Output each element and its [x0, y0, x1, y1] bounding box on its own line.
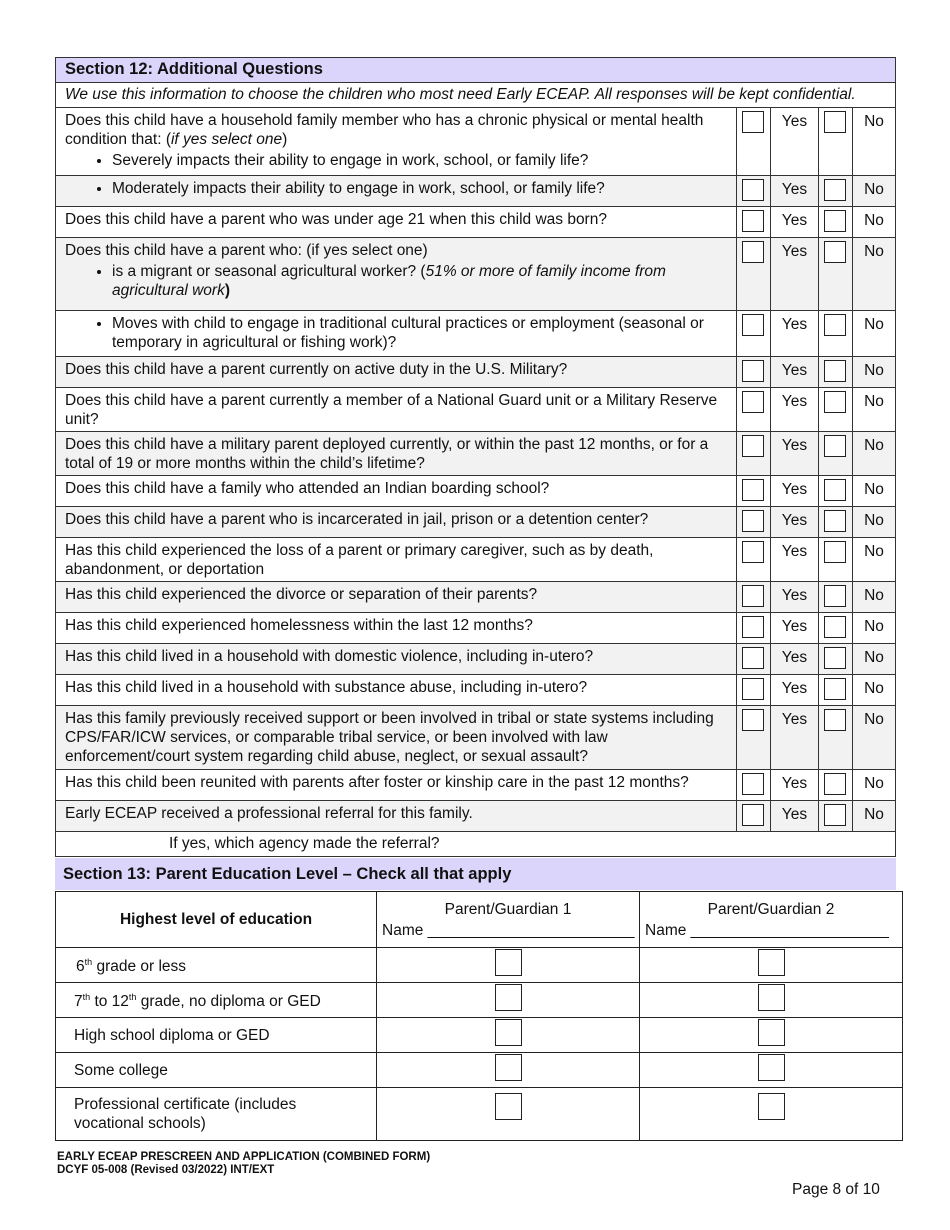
parent-1-checkbox[interactable] — [495, 984, 522, 1011]
question-text-italic: if yes select one — [170, 131, 283, 148]
question-row — [56, 770, 896, 801]
no-checkbox[interactable] — [824, 804, 846, 826]
yes-label: Yes — [770, 770, 818, 801]
question-text: Has this child experienced the divorce or separation of their parents? — [56, 582, 737, 613]
yes-checkbox[interactable] — [742, 391, 764, 413]
no-checkbox[interactable] — [824, 210, 846, 232]
no-label: No — [852, 432, 895, 476]
education-level: High school diploma or GED — [56, 1018, 377, 1053]
no-label: No — [852, 582, 895, 613]
question-text: Early ECEAP received a professional referral for this family. — [56, 801, 737, 832]
question-row — [56, 176, 896, 207]
no-checkbox[interactable] — [824, 111, 846, 133]
yes-label: Yes — [770, 507, 818, 538]
education-level: 7th to 12th grade, no diploma or GED — [56, 983, 377, 1018]
sub-option: • Moves with child to engage in traditional cultural practices or employment (seasonal or temporary in agricultural or fishing work)? — [112, 314, 728, 352]
yes-label: Yes — [770, 476, 818, 507]
education-column-header: Highest level of education — [56, 892, 377, 948]
parent-guardian-1-header: Parent/Guardian 1 — [444, 900, 572, 918]
form-title: EARLY ECEAP PRESCREEN AND APPLICATION (COMBINED FORM) — [57, 1151, 431, 1163]
no-checkbox[interactable] — [824, 479, 846, 501]
no-checkbox[interactable] — [824, 360, 846, 382]
parent-1-name-field[interactable]: Name ________________________ — [382, 921, 635, 939]
yes-label: Yes — [770, 582, 818, 613]
sub-option-italic: 51% or more of family income from agricultural work — [112, 263, 666, 299]
no-label: No — [852, 770, 895, 801]
form-footer — [57, 1151, 430, 1177]
no-label: No — [852, 801, 895, 832]
sub-option: • Severely impacts their ability to engage in work, school, or family life? — [112, 151, 728, 170]
yes-checkbox[interactable] — [742, 709, 764, 731]
yes-checkbox[interactable] — [742, 541, 764, 563]
yes-label: Yes — [770, 238, 818, 311]
question-row — [56, 675, 896, 706]
sub-option-end: ) — [224, 282, 231, 299]
parent-1-checkbox[interactable] — [495, 1093, 522, 1120]
question-row — [56, 388, 896, 432]
yes-checkbox[interactable] — [742, 360, 764, 382]
yes-checkbox[interactable] — [742, 241, 764, 263]
parent-1-checkbox[interactable] — [495, 1019, 522, 1046]
yes-label: Yes — [770, 675, 818, 706]
question-text: Does this child have a parent who was under age 21 when this child was born? — [56, 207, 737, 238]
no-checkbox[interactable] — [824, 179, 846, 201]
yes-label: Yes — [770, 538, 818, 582]
education-row — [56, 1088, 903, 1141]
question-row — [56, 476, 896, 507]
question-row — [56, 357, 896, 388]
education-row — [56, 983, 903, 1018]
form-id: DCYF 05-008 (Revised 03/2022) INT/EXT — [57, 1164, 275, 1176]
sub-option-text: is a migrant or seasonal agricultural worker? ( — [112, 263, 426, 280]
parent-2-checkbox[interactable] — [758, 1093, 785, 1120]
no-label: No — [852, 108, 895, 176]
no-checkbox[interactable] — [824, 510, 846, 532]
yes-label: Yes — [770, 207, 818, 238]
no-label: No — [852, 644, 895, 675]
question-row — [56, 582, 896, 613]
yes-checkbox[interactable] — [742, 179, 764, 201]
no-label: No — [852, 311, 895, 357]
education-row — [56, 948, 903, 983]
no-label: No — [852, 538, 895, 582]
question-text: Does this child have a parent who is incarcerated in jail, prison or a detention center? — [56, 507, 737, 538]
question-text: Does this child have a parent currently a member of a National Guard unit or a Military Reserve unit? — [56, 388, 737, 432]
question-row — [56, 507, 896, 538]
yes-label: Yes — [770, 706, 818, 770]
no-checkbox[interactable] — [824, 435, 846, 457]
no-checkbox[interactable] — [824, 314, 846, 336]
yes-checkbox[interactable] — [742, 678, 764, 700]
no-checkbox[interactable] — [824, 678, 846, 700]
yes-label: Yes — [770, 108, 818, 176]
no-checkbox[interactable] — [824, 391, 846, 413]
question-row — [56, 706, 896, 770]
yes-checkbox[interactable] — [742, 804, 764, 826]
education-row — [56, 1053, 903, 1088]
parent-guardian-2-header: Parent/Guardian 2 — [707, 900, 835, 918]
no-label: No — [852, 388, 895, 432]
no-label: No — [852, 507, 895, 538]
section-12-table — [55, 57, 896, 857]
yes-label: Yes — [770, 357, 818, 388]
question-text: Has this child experienced the loss of a parent or primary caregiver, such as by death, abandonment, or deportation — [56, 538, 737, 582]
question-row — [56, 108, 896, 176]
yes-label: Yes — [770, 801, 818, 832]
yes-label: Yes — [770, 388, 818, 432]
no-label: No — [852, 357, 895, 388]
education-level: Some college — [56, 1053, 377, 1088]
parent-1-checkbox[interactable] — [495, 949, 522, 976]
yes-label: Yes — [770, 311, 818, 357]
sub-option: • Moderately impacts their ability to engage in work, school, or family life? — [112, 179, 728, 198]
question-text: Does this child have a household family member who has a chronic physical or mental health condition that: ( — [65, 112, 704, 148]
education-row — [56, 1018, 903, 1053]
question-row — [56, 207, 896, 238]
yes-checkbox[interactable] — [742, 435, 764, 457]
question-text: Has this family previously received support or been involved in tribal or state systems including CPS/FAR/ICW services, or comparable tribal service, or been involved with law enforcement/court system regarding child abuse, neglect, or sexual assault? — [56, 706, 737, 770]
yes-label: Yes — [770, 176, 818, 207]
yes-checkbox[interactable] — [742, 510, 764, 532]
yes-checkbox[interactable] — [742, 479, 764, 501]
parent-2-checkbox[interactable] — [758, 1054, 785, 1081]
parent-1-checkbox[interactable] — [495, 1054, 522, 1081]
parent-2-checkbox[interactable] — [758, 984, 785, 1011]
question-text-end: ) — [282, 131, 288, 148]
section-12-title: Section 12: Additional Questions — [56, 58, 896, 83]
no-label: No — [852, 675, 895, 706]
yes-checkbox[interactable] — [742, 111, 764, 133]
yes-checkbox[interactable] — [742, 210, 764, 232]
parent-2-name-field[interactable]: Name _______________________ — [645, 921, 889, 939]
no-label: No — [852, 207, 895, 238]
question-row — [56, 311, 896, 357]
no-label: No — [852, 613, 895, 644]
yes-checkbox[interactable] — [742, 314, 764, 336]
question-row — [56, 238, 896, 311]
education-level: 6th grade or less — [56, 948, 377, 983]
yes-checkbox[interactable] — [742, 585, 764, 607]
education-table — [55, 891, 903, 1141]
parent-2-checkbox[interactable] — [758, 949, 785, 976]
question-row — [56, 432, 896, 476]
question-row — [56, 538, 896, 582]
yes-checkbox[interactable] — [742, 773, 764, 795]
yes-checkbox[interactable] — [742, 616, 764, 638]
no-label: No — [852, 706, 895, 770]
question-row — [56, 801, 896, 832]
yes-label: Yes — [770, 613, 818, 644]
question-text: Has this child experienced homelessness within the last 12 months? — [56, 613, 737, 644]
no-label: No — [852, 238, 895, 311]
question-text: Has this child lived in a household with substance abuse, including in-utero? — [56, 675, 737, 706]
question-text: Does this child have a family who attended an Indian boarding school? — [56, 476, 737, 507]
question-row — [56, 644, 896, 675]
parent-2-checkbox[interactable] — [758, 1019, 785, 1046]
no-checkbox[interactable] — [824, 647, 846, 669]
no-checkbox[interactable] — [824, 709, 846, 731]
sub-option — [112, 262, 728, 300]
no-checkbox[interactable] — [824, 541, 846, 563]
page-number: Page 8 of 10 — [792, 1181, 880, 1198]
question-text: Has this child been reunited with parents after foster or kinship care in the past 12 months? — [56, 770, 737, 801]
question-text: Does this child have a parent who: (if yes select one) — [65, 242, 428, 259]
question-text: Does this child have a parent currently on active duty in the U.S. Military? — [56, 357, 737, 388]
no-checkbox[interactable] — [824, 773, 846, 795]
yes-label: Yes — [770, 644, 818, 675]
no-checkbox[interactable] — [824, 616, 846, 638]
no-label: No — [852, 476, 895, 507]
yes-label: Yes — [770, 432, 818, 476]
question-text: Does this child have a military parent deployed currently, or within the past 12 months, or for a total of 19 or more months within the child’s lifetime? — [56, 432, 737, 476]
education-level: Professional certificate (includes vocational schools) — [56, 1088, 377, 1141]
section-13-title: Section 13: Parent Education Level – Check all that apply — [55, 858, 896, 890]
referral-agency-prompt: If yes, which agency made the referral? — [56, 832, 896, 857]
no-checkbox[interactable] — [824, 585, 846, 607]
question-row — [56, 613, 896, 644]
question-text: Has this child lived in a household with domestic violence, including in-utero? — [56, 644, 737, 675]
no-checkbox[interactable] — [824, 241, 846, 263]
section-12-intro: We use this information to choose the children who most need Early ECEAP. All responses will be kept confidential. — [56, 83, 896, 108]
yes-checkbox[interactable] — [742, 647, 764, 669]
no-label: No — [852, 176, 895, 207]
